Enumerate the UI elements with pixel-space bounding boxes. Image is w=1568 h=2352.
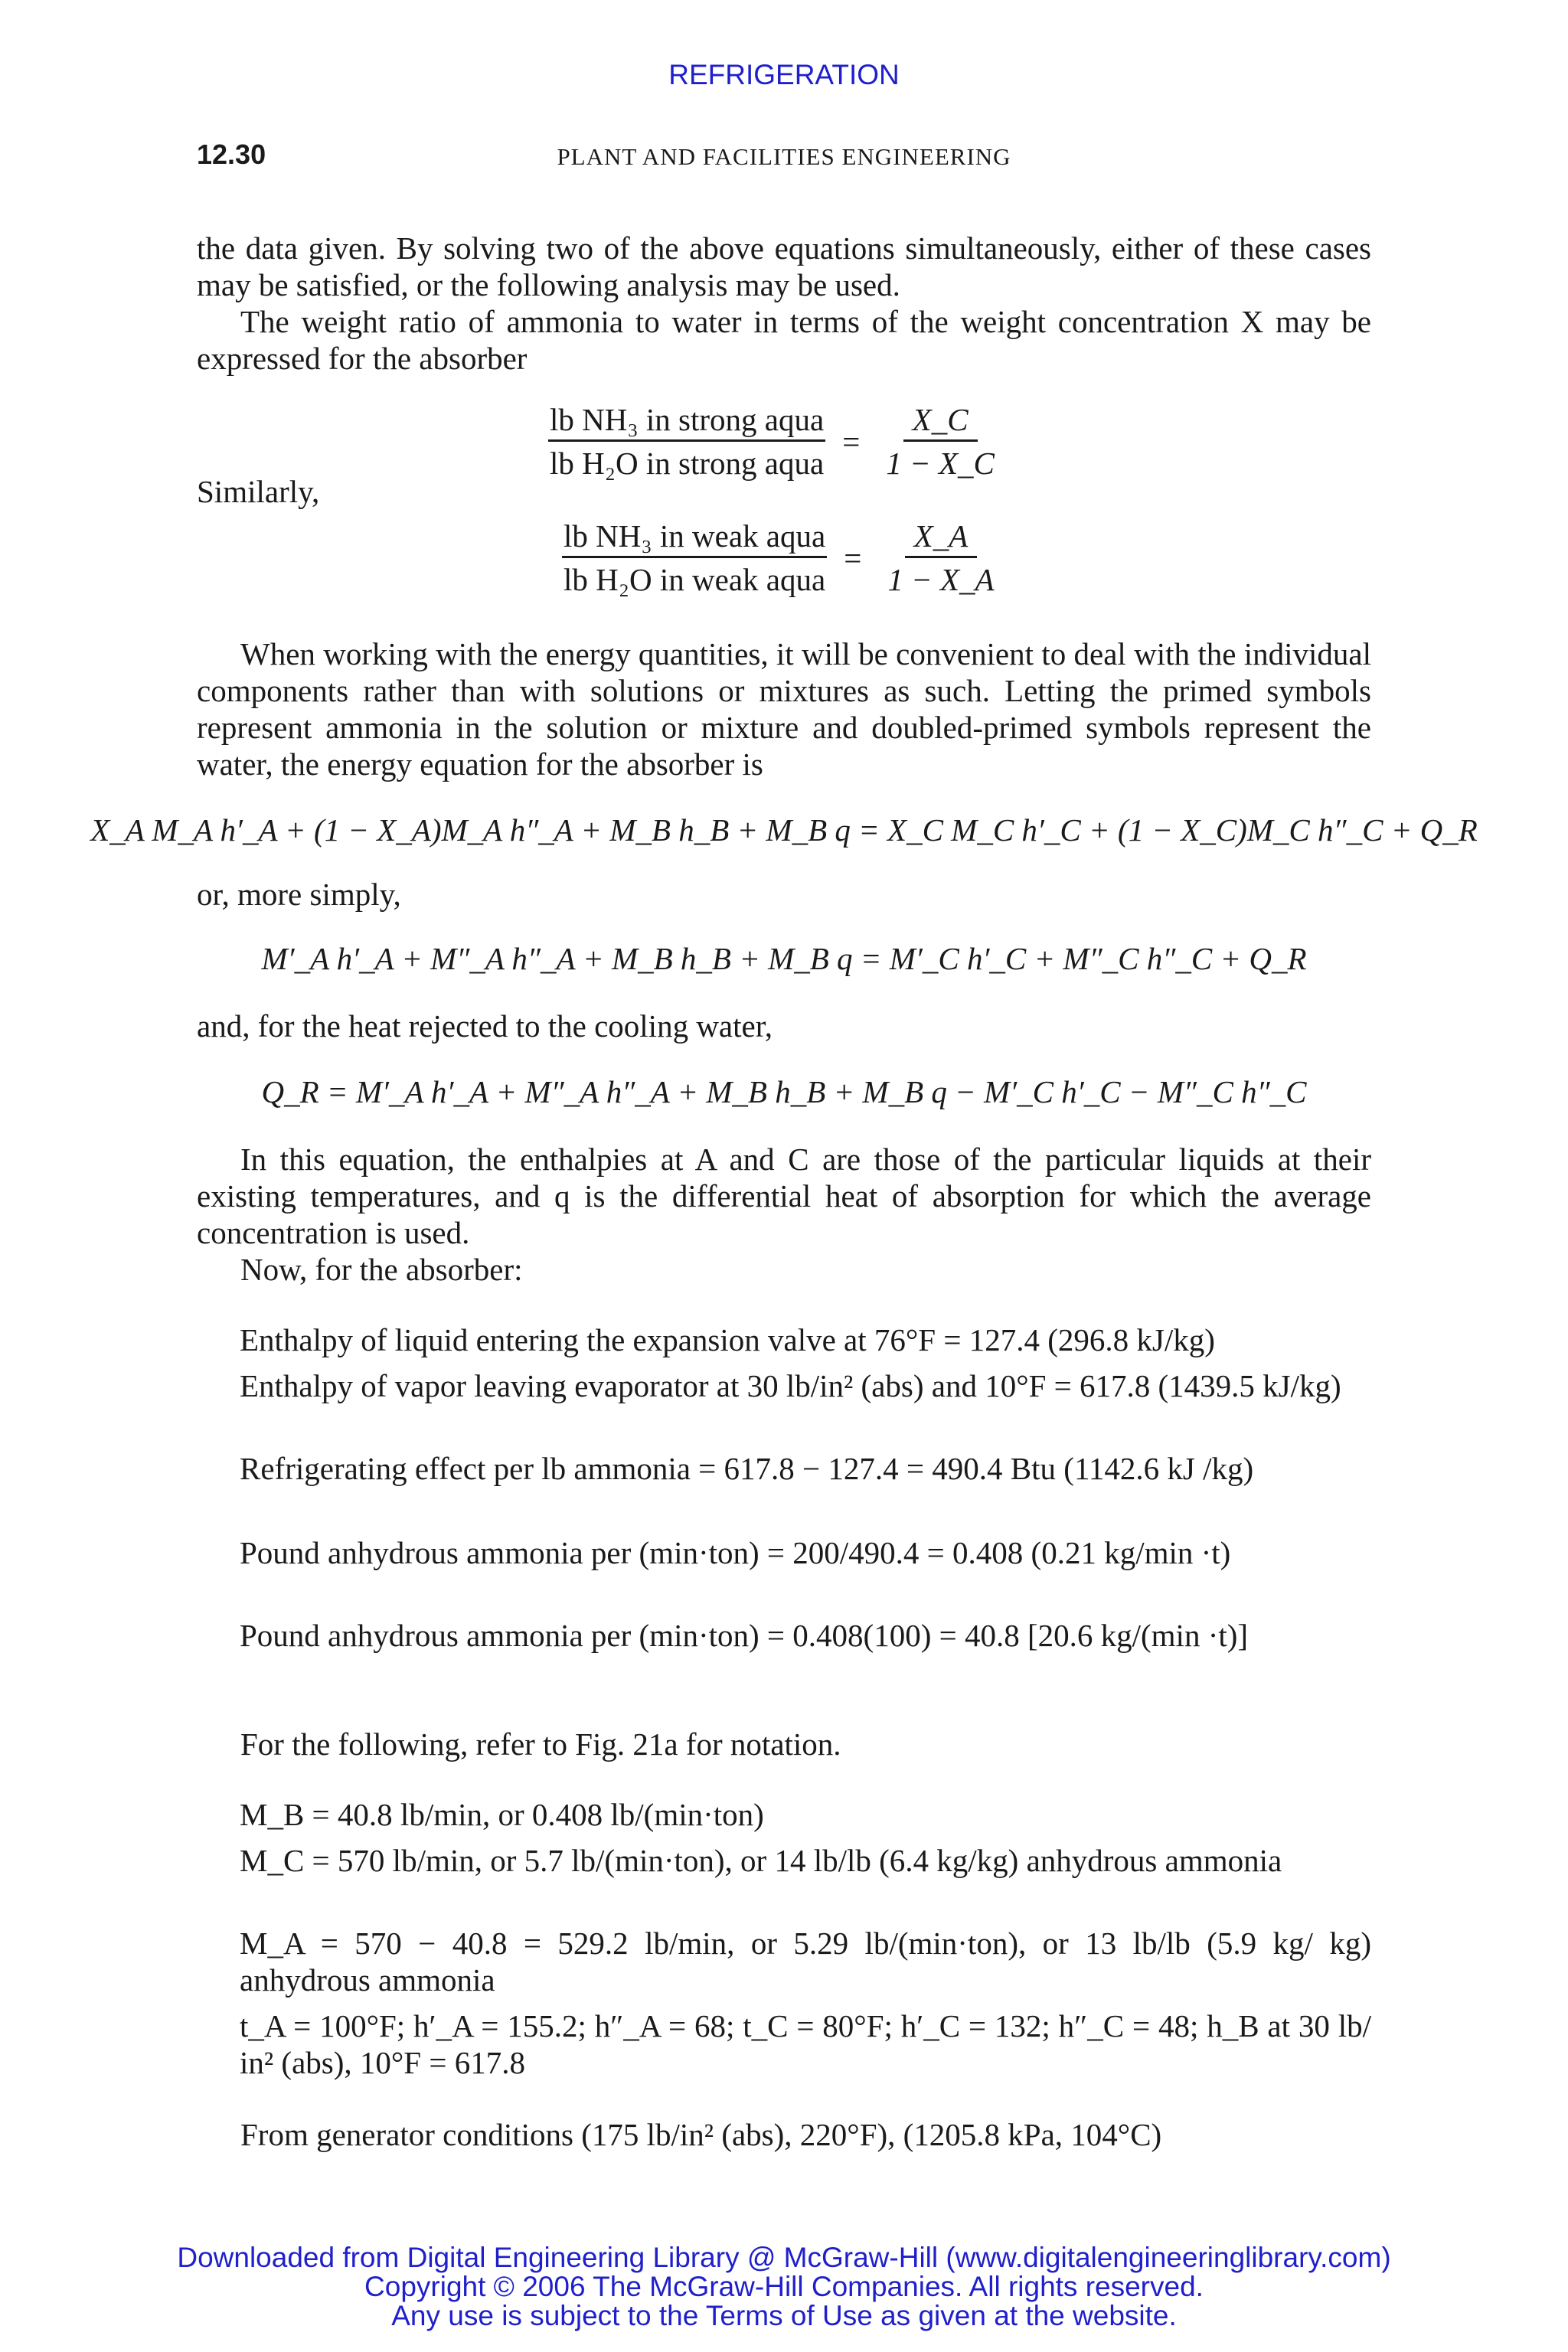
paragraph-energy-quantities: When working with the energy quantities, it will be convenient to deal with the individual components rather than with solutions or mixtures as such. Letting the primed symbols represent ammonia in the solution or mixture and doubled-primed symbols represent the water, the energy equation for the absorber is [197,636,1371,782]
footer-download-line[interactable]: Downloaded from Digital Engineering Library @ McGraw-Hill (www.digitalengineeringlibrary.com) [177,2242,1391,2273]
heat-rejected-equation: Q_R = M′_A h′_A + M″_A h″_A + M_B h_B + M_B q − M′_C h′_C − M″_C h″_C [261,1074,1307,1109]
simplified-energy-equation: M′_A h′_A + M″_A h″_A + M_B h_B + M_B q = M′_C h′_C + M″_C h″_C + Q_R [261,941,1307,976]
paragraph-generator-conditions: From generator conditions (175 lb/in² (abs), 220°F), (1205.8 kPa, 104°C) [240,2117,1162,2152]
paragraph-enthalpies: In this equation, the enthalpies at A and C are those of the particular liquids at their existing temperatures, and q is the differential heat of absorption for which the average concentration is used. [197,1142,1371,1250]
notation-item: M_B = 40.8 lb/min, or 0.408 lb/(min·ton) [240,1797,764,1832]
copyright-footer [0,2243,1568,2331]
notation-item: M_C = 570 lb/min, or 5.7 lb/(min·ton), or 14 lb/lb (6.4 kg/kg) anhydrous ammonia [240,1843,1282,1878]
running-head: PLANT AND FACILITIES ENGINEERING [557,143,1011,170]
similarly-label: Similarly, [197,474,320,509]
strong-aqua-rhs-numerator: X_C [903,401,978,442]
strong-aqua-numerator: lb NH₃ in strong aqua [548,401,825,442]
weak-aqua-rhs-denominator: 1 − X_A [887,562,995,597]
footer-terms-line[interactable]: Any use is subject to the Terms of Use as given at the website. [391,2300,1177,2331]
paragraph-heat-rejected: and, for the heat rejected to the cooling water, [197,1008,773,1044]
weak-aqua-equation: $\frac{\text{lb NH₃ in weak aqua}}{\text{lb H₂O in weak aqua}}$ = $\frac{X\_A}{1 - X\_A}$ [562,518,1004,598]
strong-aqua-denominator: lb H₂O in strong aqua [550,446,825,481]
strong-aqua-rhs-denominator: 1 − X_C [886,446,995,481]
absorber-item: Enthalpy of vapor leaving evaporator at 30 lb/in² (abs) and 10°F = 617.8 (1439.5 kJ/kg) [240,1368,1341,1403]
strong-aqua-concentration-fraction [877,401,1004,482]
section-banner: REFRIGERATION [668,59,900,90]
paragraph-fig-reference: For the following, refer to Fig. 21a for notation. [240,1726,841,1762]
paragraph-now-absorber: Now, for the absorber: [240,1252,523,1287]
weak-aqua-numerator: lb NH₃ in weak aqua [562,518,827,558]
weak-aqua-rhs-numerator: X_A [905,518,978,558]
strong-aqua-fraction [548,401,825,482]
paragraph-intro: the data given. By solving two of the above equations simultaneously, either of these cases may be satisfied, or the following analysis may be used. [197,230,1371,302]
footer-copyright-line: Copyright © 2006 The McGraw-Hill Companies. All rights reserved. [364,2271,1204,2302]
absorber-item: Refrigerating effect per lb ammonia = 617.8 − 127.4 = 490.4 Btu (1142.6 kJ /kg) [240,1451,1254,1486]
absorber-item: Enthalpy of liquid entering the expansion valve at 76°F = 127.4 (296.8 kJ/kg) [240,1322,1215,1357]
paragraph-more-simply: or, more simply, [197,877,401,912]
notation-item: M_A = 570 − 40.8 = 529.2 lb/min, or 5.29 lb/(min·ton), or 13 lb/lb (5.9 kg/ kg) anhydrous ammonia [240,1926,1371,1998]
absorber-energy-equation: X_A M_A h′_A + (1 − X_A)M_A h″_A + M_B h_B + M_B q = X_C M_C h′_C + (1 − X_C)M_C h″_C + Q_R [90,812,1478,848]
absorber-item: Pound anhydrous ammonia per (min·ton) = 200/490.4 = 0.408 (0.21 kg/min ·t) [240,1535,1231,1570]
strong-aqua-equation: $\frac{\text{lb NH₃ in strong aqua}}{\text{lb H₂O in strong aqua}}$ = $\frac{X\_C}{1 - X\_C}$ [548,401,1004,482]
absorber-item: Pound anhydrous ammonia per (min·ton) = 0.408(100) = 40.8 [20.6 kg/(min ·t)] [240,1618,1249,1653]
weak-aqua-denominator: lb H₂O in weak aqua [564,562,826,597]
weak-aqua-concentration-fraction [878,518,1003,598]
page-number: 12.30 [197,139,266,170]
weak-aqua-fraction [562,518,827,598]
notation-item: t_A = 100°F; h′_A = 155.2; h″_A = 68; t_C = 80°F; h′_C = 132; h″_C = 48; h_B at 30 lb/ in² (abs), 10°F = 617.8 [240,2008,1371,2080]
paragraph-weight-ratio: The weight ratio of ammonia to water in terms of the weight concentration X may be expressed for the absorber [197,304,1371,376]
